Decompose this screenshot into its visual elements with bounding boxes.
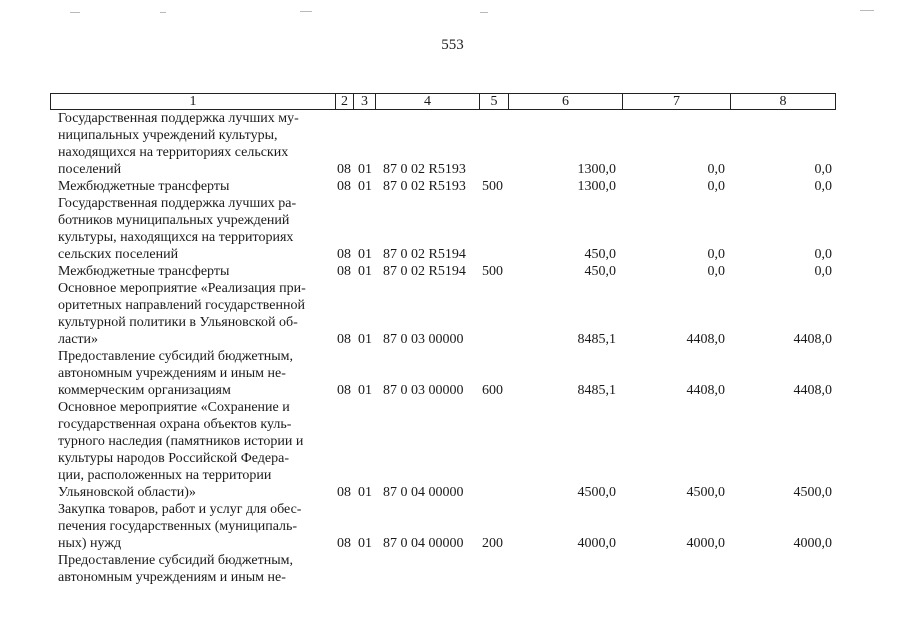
description-line: сельских поселений bbox=[58, 247, 179, 262]
description-line: оритетных направлений государственной bbox=[58, 298, 305, 313]
description-line: государственная охрана объектов куль- bbox=[58, 417, 292, 432]
cell-c5: 600 bbox=[482, 383, 503, 398]
cell-c3: 01 bbox=[358, 332, 372, 347]
cell-c2: 08 bbox=[337, 264, 351, 279]
table-row bbox=[50, 552, 836, 586]
row-description bbox=[50, 399, 335, 501]
cell-c2: 08 bbox=[337, 247, 351, 262]
row-description bbox=[50, 552, 335, 586]
description-line: коммерческим организациям bbox=[58, 383, 231, 398]
page-number: 553 bbox=[441, 37, 464, 53]
cell-c3: 01 bbox=[358, 485, 372, 500]
cell-c2: 08 bbox=[337, 383, 351, 398]
header-col-8: 8 bbox=[730, 94, 835, 109]
description-line: автономным учреждениям и иным не- bbox=[58, 366, 286, 381]
table-row bbox=[50, 195, 836, 263]
cell-c6: 1300,0 bbox=[577, 179, 616, 194]
table-row bbox=[50, 501, 836, 552]
row-description bbox=[50, 263, 335, 280]
scan-artifact bbox=[160, 12, 166, 13]
row-description bbox=[50, 348, 335, 399]
description-line: автономным учреждениям и иным не- bbox=[58, 570, 286, 585]
cell-c8: 4000,0 bbox=[793, 536, 832, 551]
cell-c6: 1300,0 bbox=[577, 162, 616, 177]
cell-c3: 01 bbox=[358, 383, 372, 398]
table-header bbox=[50, 93, 836, 110]
description-line: Закупка товаров, работ и услуг для обес- bbox=[58, 502, 302, 517]
cell-c4: 87 0 02 R5193 bbox=[383, 179, 466, 194]
row-description bbox=[50, 280, 335, 348]
header-col-3: 3 bbox=[353, 94, 375, 109]
cell-c7: 0,0 bbox=[707, 162, 725, 177]
cell-c2: 08 bbox=[337, 536, 351, 551]
table-row bbox=[50, 348, 836, 399]
description-line: ных) нужд bbox=[58, 536, 122, 551]
table-body bbox=[50, 110, 836, 586]
row-description bbox=[50, 110, 335, 178]
cell-c4: 87 0 02 R5194 bbox=[383, 247, 466, 262]
cell-c8: 4500,0 bbox=[793, 485, 832, 500]
cell-c7: 0,0 bbox=[707, 179, 725, 194]
description-line: Предоставление субсидий бюджетным, bbox=[58, 349, 294, 364]
row-description bbox=[50, 195, 335, 263]
description-line: Основное мероприятие «Сохранение и bbox=[58, 400, 290, 415]
table-row bbox=[50, 399, 836, 501]
scan-artifact bbox=[300, 11, 312, 12]
description-line: Основное мероприятие «Реализация при- bbox=[58, 281, 306, 296]
cell-c6: 450,0 bbox=[584, 264, 616, 279]
description-line: находящихся на территориях сельских bbox=[58, 145, 289, 160]
cell-c6: 4500,0 bbox=[577, 485, 616, 500]
description-line: ласти» bbox=[58, 332, 99, 347]
description-line: Межбюджетные трансферты bbox=[58, 264, 230, 279]
cell-c4: 87 0 03 00000 bbox=[383, 332, 464, 347]
cell-c7: 4408,0 bbox=[686, 383, 725, 398]
cell-c4: 87 0 02 R5194 bbox=[383, 264, 466, 279]
cell-c2: 08 bbox=[337, 332, 351, 347]
cell-c5: 500 bbox=[482, 264, 503, 279]
cell-c6: 450,0 bbox=[584, 247, 616, 262]
budget-table bbox=[50, 93, 836, 586]
header-col-7: 7 bbox=[622, 94, 730, 109]
description-line: культуры народов Российской Федера- bbox=[58, 451, 289, 466]
scan-artifact bbox=[860, 10, 874, 11]
table-row bbox=[50, 263, 836, 280]
header-col-6: 6 bbox=[508, 94, 622, 109]
cell-c7: 4500,0 bbox=[686, 485, 725, 500]
row-description bbox=[50, 178, 335, 195]
cell-c5: 500 bbox=[482, 179, 503, 194]
scan-artifact bbox=[480, 12, 488, 13]
description-line: Государственная поддержка лучших му- bbox=[58, 111, 299, 126]
cell-c7: 4000,0 bbox=[686, 536, 725, 551]
description-line: Ульяновской области)» bbox=[58, 485, 196, 500]
cell-c2: 08 bbox=[337, 179, 351, 194]
description-line: культурной политики в Ульяновской об- bbox=[58, 315, 298, 330]
description-line: Межбюджетные трансферты bbox=[58, 179, 230, 194]
cell-c3: 01 bbox=[358, 247, 372, 262]
cell-c7: 4408,0 bbox=[686, 332, 725, 347]
cell-c4: 87 0 04 00000 bbox=[383, 536, 464, 551]
description-line: ботников муниципальных учреждений bbox=[58, 213, 290, 228]
cell-c6: 8485,1 bbox=[577, 332, 616, 347]
header-col-5: 5 bbox=[479, 94, 508, 109]
description-line: культуры, находящихся на территориях bbox=[58, 230, 294, 245]
cell-c2: 08 bbox=[337, 162, 351, 177]
row-description bbox=[50, 501, 335, 552]
cell-c8: 0,0 bbox=[814, 247, 832, 262]
cell-c7: 0,0 bbox=[707, 264, 725, 279]
cell-c7: 0,0 bbox=[707, 247, 725, 262]
cell-c3: 01 bbox=[358, 264, 372, 279]
cell-c2: 08 bbox=[337, 485, 351, 500]
cell-c4: 87 0 03 00000 bbox=[383, 383, 464, 398]
description-line: Предоставление субсидий бюджетным, bbox=[58, 553, 294, 568]
cell-c8: 4408,0 bbox=[793, 383, 832, 398]
cell-c8: 0,0 bbox=[814, 162, 832, 177]
description-line: печения государственных (муниципаль- bbox=[58, 519, 298, 534]
cell-c4: 87 0 04 00000 bbox=[383, 485, 464, 500]
description-line: турного наследия (памятников истории и bbox=[58, 434, 304, 449]
cell-c3: 01 bbox=[358, 536, 372, 551]
cell-c6: 8485,1 bbox=[577, 383, 616, 398]
header-col-4: 4 bbox=[375, 94, 479, 109]
cell-c8: 0,0 bbox=[814, 264, 832, 279]
description-line: поселений bbox=[58, 162, 122, 177]
cell-c4: 87 0 02 R5193 bbox=[383, 162, 466, 177]
cell-c3: 01 bbox=[358, 162, 372, 177]
table-row bbox=[50, 280, 836, 348]
table-row bbox=[50, 110, 836, 178]
header-col-2: 2 bbox=[335, 94, 353, 109]
description-line: ниципальных учреждений культуры, bbox=[58, 128, 278, 143]
cell-c8: 4408,0 bbox=[793, 332, 832, 347]
table-row bbox=[50, 178, 836, 195]
cell-c3: 01 bbox=[358, 179, 372, 194]
description-line: ции, расположенных на территории bbox=[58, 468, 272, 483]
scan-artifact bbox=[70, 12, 80, 13]
cell-c5: 200 bbox=[482, 536, 503, 551]
cell-c8: 0,0 bbox=[814, 179, 832, 194]
cell-c6: 4000,0 bbox=[577, 536, 616, 551]
header-col-1: 1 bbox=[189, 94, 197, 109]
description-line: Государственная поддержка лучших ра- bbox=[58, 196, 297, 211]
